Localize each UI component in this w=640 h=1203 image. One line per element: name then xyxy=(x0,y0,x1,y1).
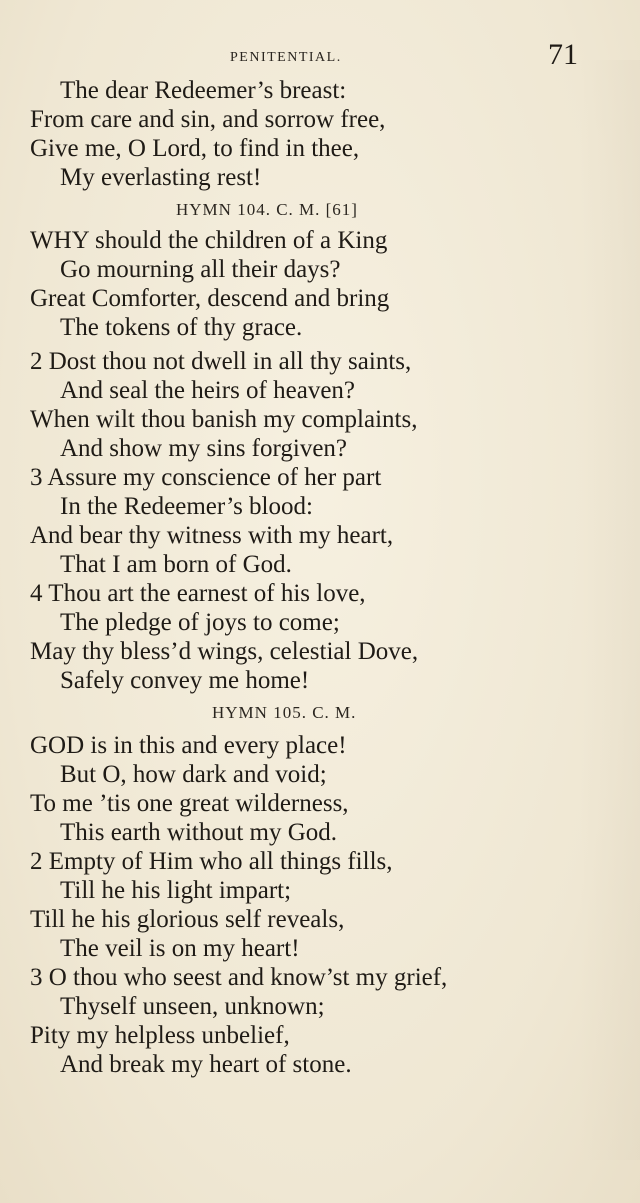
verse-line: Till he his light impart; xyxy=(60,877,292,904)
verse-line: In the Redeemer’s blood: xyxy=(60,493,313,520)
page-header xyxy=(0,38,640,78)
verse-line: 2 Empty of Him who all things fills, xyxy=(30,848,393,875)
verse-line: 2 Dost thou not dwell in all thy saints, xyxy=(30,348,412,375)
verse-line: Pity my helpless unbelief, xyxy=(30,1022,290,1049)
hymn-105-stanza-2 xyxy=(30,847,590,963)
verse-line: Go mourning all their days? xyxy=(60,256,341,283)
verse-line: Great Comforter, descend and bring xyxy=(30,285,390,312)
verse-line: My everlasting rest! xyxy=(60,164,262,191)
verse-line: 3 O thou who seest and know’st my grief, xyxy=(30,964,448,991)
verse-line: 3 Assure my conscience of her part xyxy=(30,464,382,491)
verse-line: GOD is in this and every place! xyxy=(30,732,347,759)
verse-line: And show my sins forgiven? xyxy=(60,435,348,462)
continued-stanza xyxy=(30,76,590,192)
hymn-104-stanza-4 xyxy=(30,579,590,695)
verse-line: The veil is on my heart! xyxy=(60,935,300,962)
verse-line: Thyself unseen, unknown; xyxy=(60,993,325,1020)
verse-line: And seal the heirs of heaven? xyxy=(60,377,356,404)
hymn-104-stanza-1 xyxy=(30,226,590,342)
verse-line: And break my heart of stone. xyxy=(60,1051,352,1078)
verse-line: WHY should the children of a King xyxy=(30,227,388,254)
verse-line: But O, how dark and void; xyxy=(60,761,327,788)
hymn-105-stanza-3 xyxy=(30,963,590,1079)
verse-line: Safely convey me home! xyxy=(60,667,310,694)
verse-line: The tokens of thy grace. xyxy=(60,314,303,341)
hymn-105-heading: HYMN 105. C. M. xyxy=(212,703,357,722)
verse-line: And bear thy witness with my heart, xyxy=(30,522,394,549)
hymn-104-stanza-2 xyxy=(30,347,590,463)
verse-line: When wilt thou banish my complaints, xyxy=(30,406,418,433)
hymn-105-stanza-1 xyxy=(30,731,590,847)
verse-line: To me ’tis one great wilderness, xyxy=(30,790,349,817)
page-number: 71 xyxy=(548,38,578,71)
verse-line: That I am born of God. xyxy=(60,551,292,578)
hymn-104-stanza-3 xyxy=(30,463,590,579)
verse-line: The pledge of joys to come; xyxy=(60,609,340,636)
verse-line: The dear Redeemer’s breast: xyxy=(60,77,347,104)
verse-line: From care and sin, and sorrow free, xyxy=(30,106,386,133)
verse-line: Give me, O Lord, to find in thee, xyxy=(30,135,360,162)
page-text xyxy=(30,76,590,1079)
hymn-104-heading: HYMN 104. C. M. [61] xyxy=(176,200,358,219)
running-head: PENITENTIAL. xyxy=(230,50,342,65)
verse-line: Till he his glorious self reveals, xyxy=(30,906,345,933)
verse-line: May thy bless’d wings, celestial Dove, xyxy=(30,638,419,665)
verse-line: This earth without my God. xyxy=(60,819,338,846)
verse-line: 4 Thou art the earnest of his love, xyxy=(30,580,366,607)
